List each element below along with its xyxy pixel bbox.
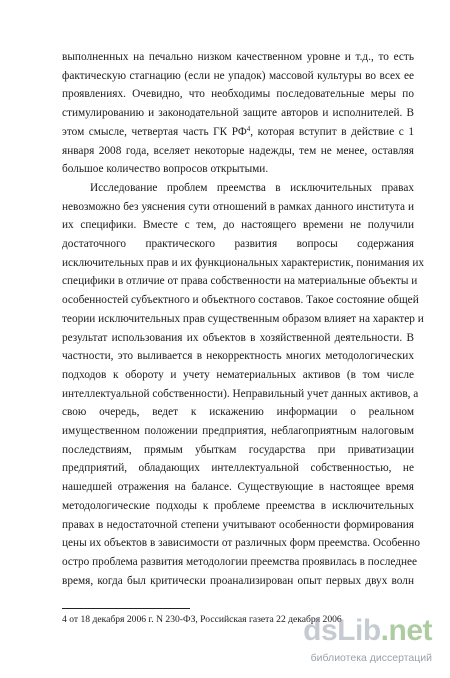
- text-line: цены их объектов в зависимости от различных форм преемства. Особенно: [62, 537, 421, 550]
- text-line: специфики в отличие от права собственности на материальные объекты и: [62, 275, 418, 288]
- text-line: нашедшей отражения на балансе. Существующие в настоящее время: [62, 481, 414, 494]
- text-line: их специфики. Вместе с тем, до настоящего времени не получили: [62, 219, 414, 232]
- text-line: невозможно без уяснения сути отношений в рамках данного института и: [62, 200, 414, 213]
- text-line: подходов к обороту и учету нематериальных активов (в том числе: [62, 368, 414, 381]
- watermark-logo-tld: .net: [380, 614, 432, 647]
- footnote-ref[interactable]: 4: [246, 124, 251, 133]
- text-line: фактическую стагнацию (если не упадок) массовой культуры во всех ее: [62, 69, 414, 82]
- text-line: большое количество вопросов открытыми.: [62, 163, 269, 176]
- watermark: [290, 612, 440, 672]
- text-line: Исследование проблем преемства в исключительных правах: [90, 181, 414, 194]
- text-line: стимулированию и законодательной защите авторов и исполнителей. В: [62, 107, 414, 120]
- text-line: результат использования их объектов в хозяйственной деятельности. В: [62, 331, 414, 344]
- text-fragment: этом смысле, четвертая часть ГК РФ: [62, 125, 247, 138]
- text-line: исключительных прав и их функциональных характеристик, понимания их: [62, 256, 425, 269]
- text-line: выполненных на печально низком качественном уровне и т.д., то есть: [62, 51, 414, 63]
- text-line: время, когда был критически проанализирован опыт первых двух волн: [62, 574, 414, 587]
- text-line: остро проблема развития методологии преемства проявилась в последнее: [62, 555, 418, 568]
- text-line: частности, это выливается в некорректность многих методологических: [62, 350, 414, 363]
- paragraph-1: [62, 48, 414, 179]
- text-line: особенностей субъектного и объектного составов. Такое состояние общей: [62, 294, 419, 307]
- body-text: [62, 48, 425, 590]
- text-line: последствиям, прямым убыткам государства при приватизации: [62, 443, 414, 456]
- text-line: интеллектуальной собственности). Неправильный учет данных активов, а: [62, 387, 419, 400]
- text-line: теории исключительных прав существенным образом влияет на характер и: [62, 312, 424, 325]
- text-line: января 2008 года, вселяет некоторые надежды, тем не менее, оставляя: [62, 144, 414, 157]
- paragraph-2: [62, 179, 425, 590]
- text-line: предприятий, обладающих интеллектуальной собственностью, не: [62, 462, 414, 475]
- watermark-logo: [303, 614, 432, 648]
- text-fragment: , которая вступит в действие с 1: [250, 125, 414, 138]
- text-line: проявлениях. Очевидно, что необходимы последовательные меры по: [62, 88, 414, 101]
- text-line: методологические подходы к проблеме преемства в исключительных: [62, 499, 414, 512]
- footnote-divider: [62, 608, 190, 609]
- text-line: [62, 123, 414, 142]
- text-line: достаточного практического развития вопросы содержания: [62, 238, 414, 251]
- text-line: правах в недостаточной степени учитывают особенности формирования: [62, 518, 414, 531]
- watermark-subtitle: библиотека диссертаций: [310, 652, 432, 664]
- watermark-logo-main: dsLib: [303, 614, 381, 647]
- text-line: свою очередь, ведет к искажению информации о реальном: [62, 406, 414, 419]
- text-line: имущественном положении предприятия, неблагоприятным налоговым: [62, 425, 414, 438]
- footnote-text: 4 от 18 декабря 2006 г. N 230-ФЗ, Российская газета 22 декабря 2006: [62, 614, 342, 625]
